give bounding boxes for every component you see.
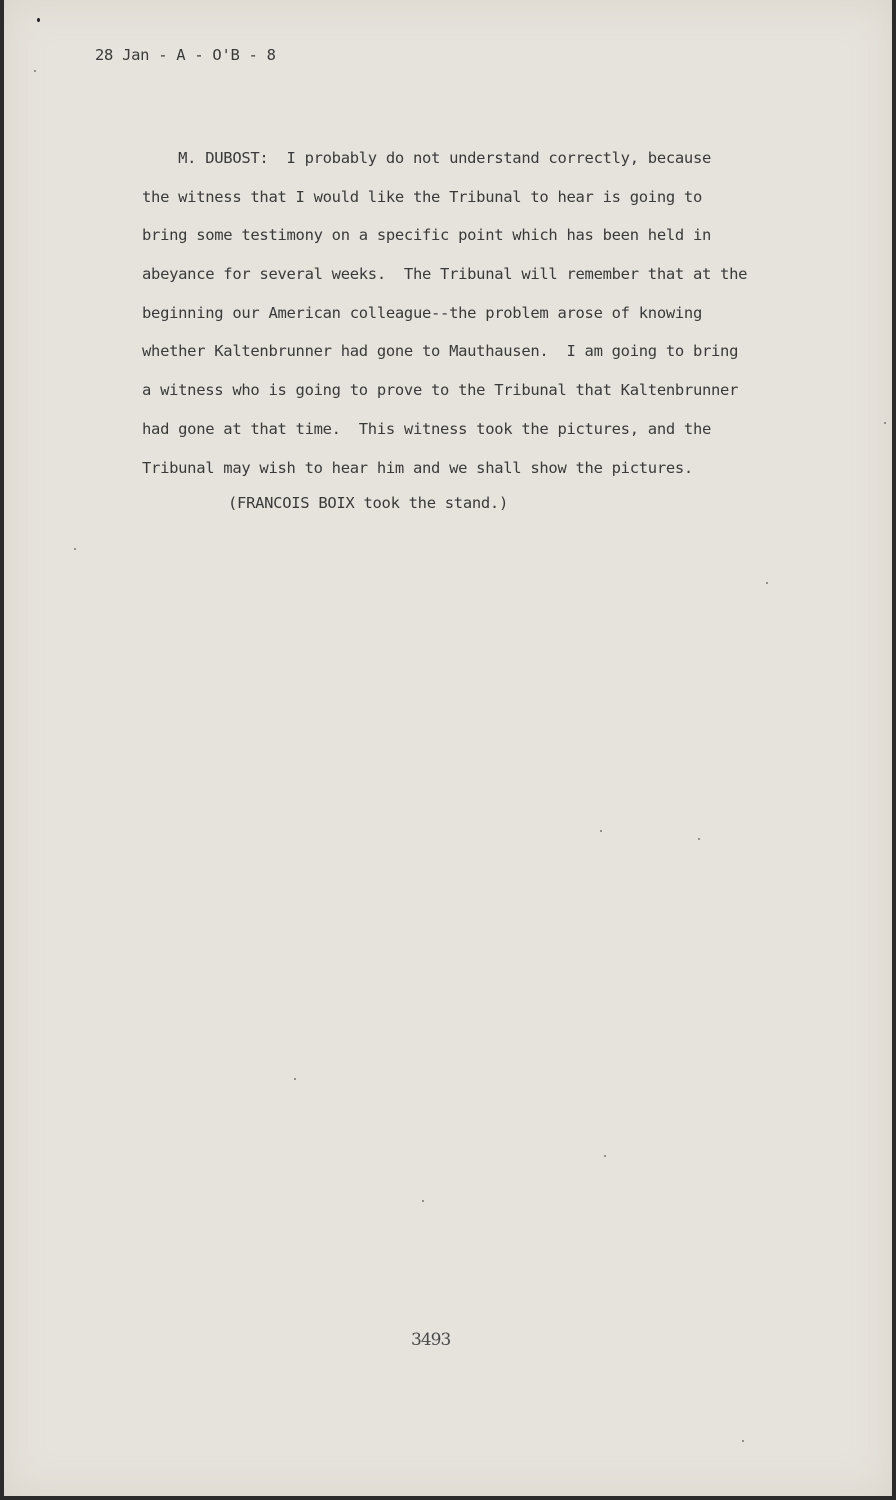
testimony-line: the witness that I would like the Tribunal to hear is going to — [142, 187, 702, 206]
testimony-body — [142, 145, 842, 493]
document-reference-header: 28 Jan - A - O'B - 8 — [95, 46, 276, 64]
paper-speck — [604, 1155, 606, 1157]
testimony-line: bring some testimony on a specific point which has been held in — [142, 226, 712, 245]
testimony-line: abeyance for several weeks. The Tribunal will remember that at the — [142, 265, 748, 284]
paper-speck — [37, 18, 40, 22]
paper-speck — [698, 838, 700, 840]
testimony-line: beginning our American colleague--the problem arose of knowing — [142, 303, 702, 322]
page-number: 3493 — [411, 1330, 451, 1350]
paper-speck — [422, 1200, 424, 1202]
paper-speck — [600, 830, 602, 832]
paper-speck — [294, 1078, 296, 1080]
testimony-line: had gone at that time. This witness took the pictures, and the — [142, 419, 712, 438]
paper-speck — [742, 1440, 744, 1442]
testimony-line: a witness who is going to prove to the Tribunal that Kaltenbrunner — [142, 381, 739, 400]
paper-speck — [766, 582, 768, 584]
testimony-line: whether Kaltenbrunner had gone to Mauthausen. I am going to bring — [142, 342, 739, 361]
paper-speck — [74, 548, 76, 550]
paper-speck — [34, 70, 36, 72]
paper-speck — [884, 422, 886, 424]
testimony-line: Tribunal may wish to hear him and we shall show the pictures. — [142, 458, 693, 477]
testimony-line: M. DUBOST: I probably do not understand correctly, because — [142, 149, 712, 167]
stage-direction: (FRANCOIS BOIX took the stand.) — [228, 494, 508, 512]
document-page — [4, 0, 892, 1496]
